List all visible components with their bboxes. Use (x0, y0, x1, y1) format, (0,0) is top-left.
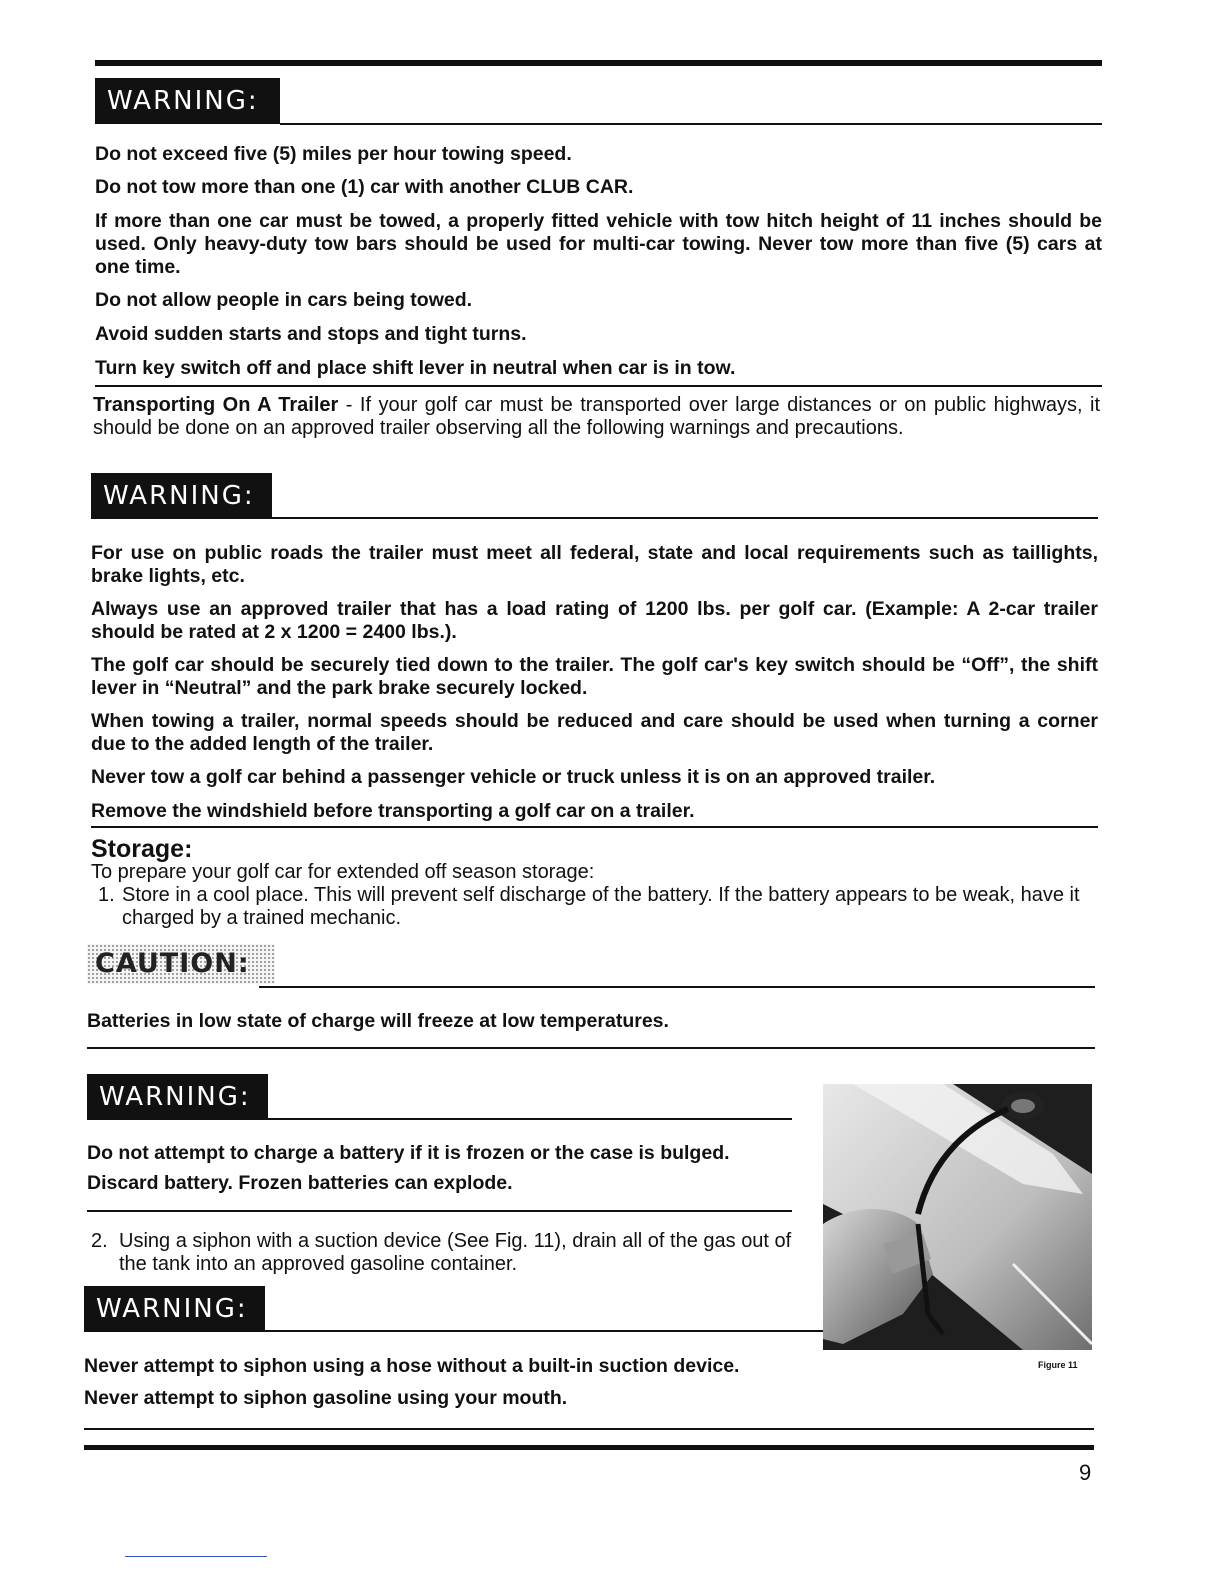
warning-rule-2 (272, 517, 1098, 519)
warning-banner-1: WARNING: (95, 78, 280, 124)
trailer-warning-1: For use on public roads the trailer must meet all federal, state and local requirements such as taillights, brake lights, etc. (91, 542, 1098, 587)
page-number: 9 (1079, 1460, 1092, 1485)
storage-step2-text: Using a siphon with a suction device (See Fig. 11), drain all of the gas out of the tank into an approved gasoline container. (119, 1230, 792, 1275)
warning-banner-3: WARNING: (87, 1074, 268, 1120)
section-rule-2 (91, 826, 1098, 828)
storage-step2-number: 2. (91, 1230, 108, 1252)
towing-warning-5: Avoid sudden starts and stops and tight turns. (95, 323, 527, 345)
trailer-warning-2: Always use an approved trailer that has a load rating of 1200 lbs. per golf car. (Example: A 2-car trailer should be rated at 2 x 1200 = 2400 lbs.). (91, 598, 1098, 643)
transport-body: - If your golf car must be transported over large distances or on public highways, it should be done on an approved trailer observing all the following warnings and precautions. (93, 394, 1101, 439)
siphon-warning-1: Never attempt to siphon using a hose without a built-in suction device. (84, 1355, 740, 1377)
section-rule-4 (87, 1210, 792, 1212)
warning-rule-3 (268, 1118, 792, 1120)
figure-caption: Figure 11 (1038, 1360, 1078, 1370)
top-rule (95, 60, 1102, 66)
storage-step1-text: Store in a cool place. This will prevent self discharge of the battery. If the battery appears to be weak, have it charged by a trained mechanic. (122, 884, 1080, 929)
towing-warning-1: Do not exceed five (5) miles per hour towing speed. (95, 143, 572, 165)
siphon-photo-illustration (823, 1084, 1092, 1350)
battery-warning-1: Do not attempt to charge a battery if it is frozen or the case is bulged. (87, 1142, 730, 1164)
figure-11-photo (823, 1084, 1092, 1350)
trailer-warning-3: The golf car should be securely tied down to the trailer. The golf car's key switch should be “Off”, the shift lever in “Neutral” and the park brake securely locked. (91, 654, 1098, 699)
storage-intro: To prepare your golf car for extended off season storage: (91, 861, 595, 883)
caution-text: Batteries in low state of charge will freeze at low temperatures. (87, 1010, 669, 1032)
warning-banner-2: WARNING: (91, 473, 272, 519)
trailer-warning-4: When towing a trailer, normal speeds should be reduced and care should be used when turning a corner due to the added length of the trailer. (91, 710, 1098, 755)
transport-paragraph (93, 394, 1100, 440)
trailer-warning-6: Remove the windshield before transporting a golf car on a trailer. (91, 800, 695, 822)
warning-rule-1 (280, 123, 1102, 125)
caution-banner: CAUTION: (87, 944, 275, 984)
storage-step1-number: 1. (98, 884, 115, 906)
towing-warning-2: Do not tow more than one (1) car with another CLUB CAR. (95, 176, 634, 198)
transport-lead: Transporting On A Trailer (93, 394, 339, 416)
caution-rule (259, 986, 1095, 988)
storage-heading: Storage: (91, 835, 193, 863)
warning-rule-4 (265, 1330, 825, 1332)
section-rule-1 (95, 385, 1102, 387)
towing-warning-3: If more than one car must be towed, a properly fitted vehicle with tow hitch height of 11 inches should be used. Only heavy-duty tow bars should be used for multi-car towing. Never tow more than five (5) cars at one time. (95, 210, 1102, 278)
section-rule-3 (87, 1047, 1095, 1049)
siphon-warning-2: Never attempt to siphon gasoline using your mouth. (84, 1387, 568, 1409)
trailer-warning-5: Never tow a golf car behind a passenger vehicle or truck unless it is on an approved trailer. (91, 766, 936, 788)
towing-warning-6: Turn key switch off and place shift lever in neutral when car is in tow. (95, 357, 736, 379)
battery-warning-2: Discard battery. Frozen batteries can explode. (87, 1172, 513, 1194)
towing-warning-4: Do not allow people in cars being towed. (95, 289, 473, 311)
warning-banner-4: WARNING: (84, 1286, 265, 1332)
footer-link-underline (125, 1556, 267, 1557)
bottom-rule-thick (84, 1445, 1094, 1450)
bottom-rule-thin (84, 1428, 1094, 1430)
